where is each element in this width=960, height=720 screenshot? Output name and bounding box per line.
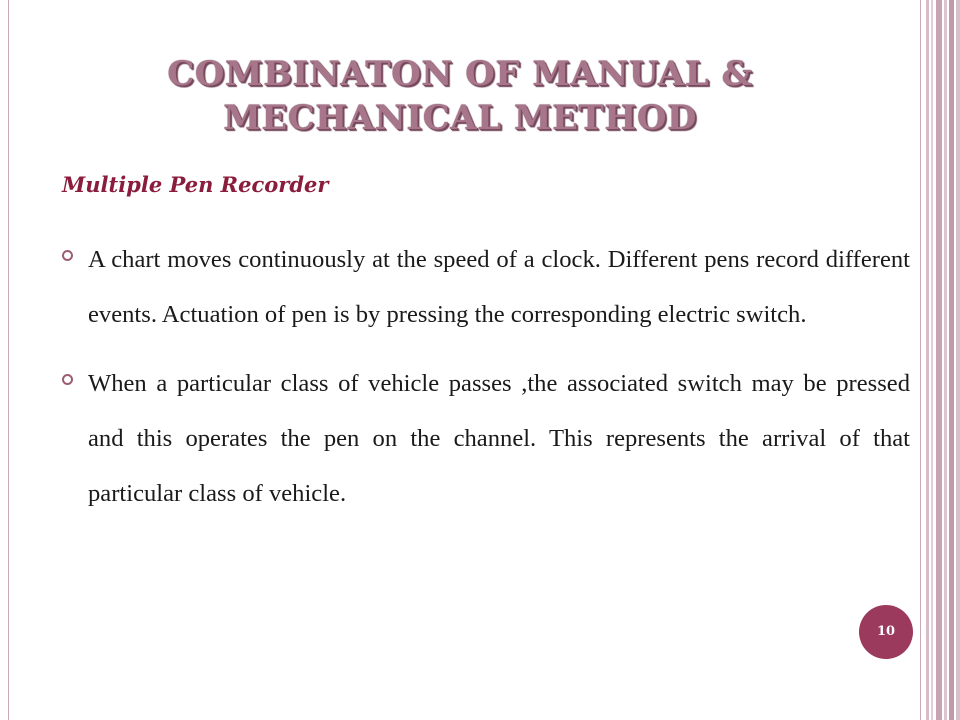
bullet-list: [62, 232, 910, 535]
frame-left-border: [8, 0, 9, 720]
hollow-circle-bullet-icon: [62, 374, 73, 385]
page-number-badge: 10: [859, 605, 913, 659]
decorative-stripe: [931, 0, 933, 720]
decorative-stripe: [949, 0, 954, 720]
frame-right-border: [920, 0, 921, 720]
bullet-item: [62, 356, 910, 521]
bullet-text: When a particular class of vehicle passes ,the associated switch may be pressed and this operates the pen on the channel. This represents the arrival of that particular class of vehicle.: [88, 370, 910, 507]
slide-title: COMBINATON OF MANUAL & MECHANICAL METHOD: [167, 54, 753, 138]
bullet-item: [62, 232, 910, 342]
hollow-circle-bullet-icon: [62, 250, 73, 261]
decorative-stripe: [944, 0, 947, 720]
slide-subtitle: Multiple Pen Recorder: [62, 172, 329, 197]
decorative-stripe: [936, 0, 942, 720]
decorative-stripe: [926, 0, 929, 720]
decorative-stripe: [956, 0, 960, 720]
bullet-text: A chart moves continuously at the speed of a clock. Different pens record different events. Actuation of pen is by pressing the corresponding electric switch.: [88, 246, 910, 328]
